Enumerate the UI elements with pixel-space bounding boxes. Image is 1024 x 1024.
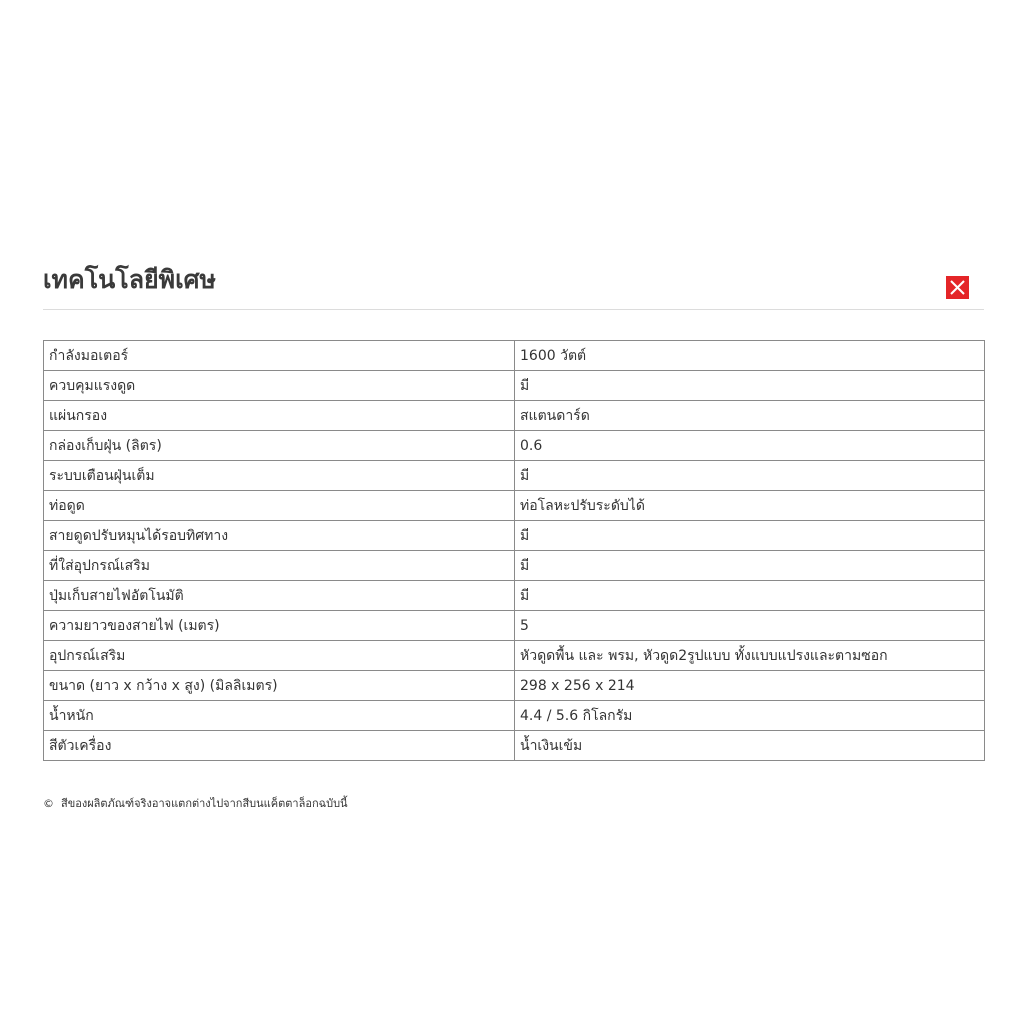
table-row: [44, 461, 985, 491]
footnote: [43, 796, 348, 812]
spec-table: [43, 340, 985, 761]
page-title: เทคโนโลยีพิเศษ: [43, 265, 217, 294]
spec-label: ที่ใส่อุปกรณ์เสริม: [44, 551, 515, 581]
spec-label: สายดูดปรับหมุนได้รอบทิศทาง: [44, 521, 515, 551]
table-row: [44, 341, 985, 371]
spec-label: ท่อดูด: [44, 491, 515, 521]
spec-label: สีตัวเครื่อง: [44, 731, 515, 761]
spec-value: ท่อโลหะปรับระดับได้: [515, 491, 985, 521]
copyright-icon: ©: [43, 797, 54, 810]
spec-value: มี: [515, 581, 985, 611]
table-row: [44, 401, 985, 431]
spec-value: 4.4 / 5.6 กิโลกรัม: [515, 701, 985, 731]
spec-value: สแตนดาร์ด: [515, 401, 985, 431]
table-row: [44, 551, 985, 581]
spec-label: อุปกรณ์เสริม: [44, 641, 515, 671]
spec-label: ปุ่มเก็บสายไฟอัตโนมัติ: [44, 581, 515, 611]
spec-value: มี: [515, 521, 985, 551]
spec-label: ระบบเตือนฝุ่นเต็ม: [44, 461, 515, 491]
spec-value: 5: [515, 611, 985, 641]
spec-value: มี: [515, 461, 985, 491]
table-row: [44, 611, 985, 641]
table-row: [44, 491, 985, 521]
table-row: [44, 671, 985, 701]
close-x-icon: [946, 276, 969, 299]
spec-label: ความยาวของสายไฟ (เมตร): [44, 611, 515, 641]
table-row: [44, 641, 985, 671]
spec-value: น้ำเงินเข้ม: [515, 731, 985, 761]
table-row: [44, 521, 985, 551]
spec-label: ขนาด (ยาว x กว้าง x สูง) (มิลลิเมตร): [44, 671, 515, 701]
spec-value: 298 x 256 x 214: [515, 671, 985, 701]
footnote-text: สีของผลิตภัณฑ์จริงอาจแตกต่างไปจากสีบนแค็ตตาล็อกฉบับนี้: [61, 797, 348, 810]
spec-label: แผ่นกรอง: [44, 401, 515, 431]
spec-label: ควบคุมแรงดูด: [44, 371, 515, 401]
spec-value: หัวดูดพื้น และ พรม, หัวดูด2รูปแบบ ทั้งแบบแปรงและตามซอก: [515, 641, 985, 671]
table-row: [44, 431, 985, 461]
spec-value: มี: [515, 551, 985, 581]
spec-value: 0.6: [515, 431, 985, 461]
title-divider: [43, 309, 984, 310]
spec-label: น้ำหนัก: [44, 701, 515, 731]
spec-value: มี: [515, 371, 985, 401]
spec-label: กำลังมอเตอร์: [44, 341, 515, 371]
table-row: [44, 371, 985, 401]
table-row: [44, 701, 985, 731]
table-row: [44, 731, 985, 761]
close-button[interactable]: [946, 276, 969, 299]
spec-value: 1600 วัตต์: [515, 341, 985, 371]
spec-panel: [43, 0, 984, 1024]
spec-label: กล่องเก็บฝุ่น (ลิตร): [44, 431, 515, 461]
table-row: [44, 581, 985, 611]
